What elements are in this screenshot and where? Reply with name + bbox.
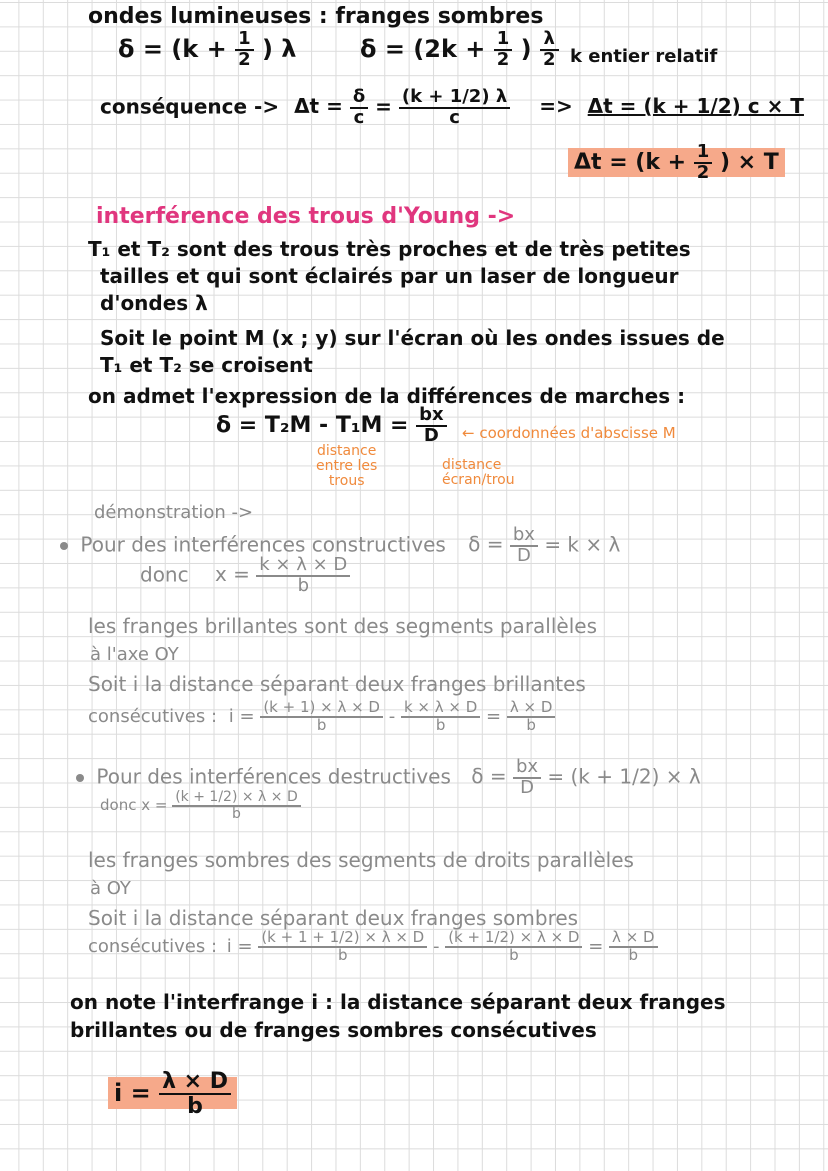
formula-delta-2k: δ = (2k + $\frac{1}{2}$ ) $\frac{\lambda}{2}$ bbox=[360, 30, 559, 70]
conclusion-line1: on note l'interfrange i : la distance séparant deux franges bbox=[70, 990, 726, 1014]
destructive-p2-line1: Soit i la distance séparant deux franges sombres bbox=[88, 906, 579, 930]
young-p2-line2: T₁ et T₂ se croisent bbox=[100, 353, 313, 377]
constructive-p1-line2: à l'axe OY bbox=[90, 644, 179, 665]
k-entier-note: k entier relatif bbox=[570, 46, 718, 67]
young-p3: on admet l'expression de la différences de marches : bbox=[88, 384, 686, 408]
conclusion-line2: brillantes ou de franges sombres consécutives bbox=[70, 1018, 597, 1042]
annotation-distance-ecran: distance écran/trou bbox=[442, 457, 515, 488]
final-interfrange-formula: i = $\frac{\lambda \times D}{b}$ bbox=[108, 1070, 237, 1118]
constructive-line: Pour des interférences constructives δ = $\frac{bx}{D}$ = k × λ bbox=[60, 526, 620, 566]
destructive-interfrange: consécutives : i = $\frac{(k + 1 + 1/2) \times \lambda \times D}{b}$ - $\frac{(k + 1/2) \times \lambda \times D}{b}$ = $\frac{\lambda \times D}{b}$ bbox=[88, 930, 658, 964]
young-p1-line2: tailles et qui sont éclairés par un laser de longueur bbox=[100, 264, 679, 288]
formula-delta-k: δ = (k + $\frac{1}{2}$ ) λ bbox=[118, 28, 297, 70]
demo-label: démonstration -> bbox=[94, 502, 254, 523]
bullet-icon bbox=[76, 774, 84, 782]
boxed-delta-t: Δt = (k + $\frac{1}{2}$ ) × T bbox=[568, 143, 785, 183]
annotation-coordonnees: ← coordonnées d'abscisse M bbox=[462, 424, 676, 442]
annotation-distance-trous: distance entre les trous bbox=[316, 443, 378, 489]
constructive-p2-line1: Soit i la distance séparant deux franges brillantes bbox=[88, 672, 586, 696]
young-p2-line1: Soit le point M (x ; y) sur l'écran où les ondes issues de bbox=[100, 326, 725, 350]
bullet-icon bbox=[60, 542, 68, 550]
consequence-line: conséquence -> Δt = $\frac{\delta}{c}$ = $\frac{(k + 1/2) \lambda}{c}$ => Δt = (k + 1/2) c × T bbox=[100, 86, 804, 128]
destructive-line: Pour des interférences destructives δ = $\frac{bx}{D}$ = (k + 1/2) × λ bbox=[76, 758, 701, 798]
destructive-p1-line1: les franges sombres des segments de droits parallèles bbox=[88, 848, 634, 872]
destructive-x: donc x = $\frac{(k + 1/2) \times \lambda \times D}{b}$ bbox=[100, 790, 301, 821]
constructive-p1-line1: les franges brillantes sont des segments parallèles bbox=[88, 614, 597, 638]
constructive-x: donc x = $\frac{k \times \lambda \times D}{b}$ bbox=[140, 556, 350, 596]
constructive-interfrange: consécutives : i = $\frac{(k + 1) \times \lambda \times D}{b}$ - $\frac{k \times \lambda \times D}{b}$ = $\frac{\lambda \times D}{b}$ bbox=[88, 700, 555, 734]
destructive-p1-line2: à OY bbox=[90, 878, 131, 899]
young-p1-line1: T₁ et T₂ sont des trous très proches et de très petites bbox=[88, 237, 691, 261]
section-title-franges-sombres: ondes lumineuses : franges sombres bbox=[88, 4, 544, 29]
formula-path-difference: δ = T₂M - T₁M = $\frac{bx}{D}$ bbox=[216, 406, 447, 446]
section-title-young: interférence des trous d'Young -> bbox=[96, 204, 516, 229]
young-p1-line3: d'ondes λ bbox=[100, 291, 208, 315]
